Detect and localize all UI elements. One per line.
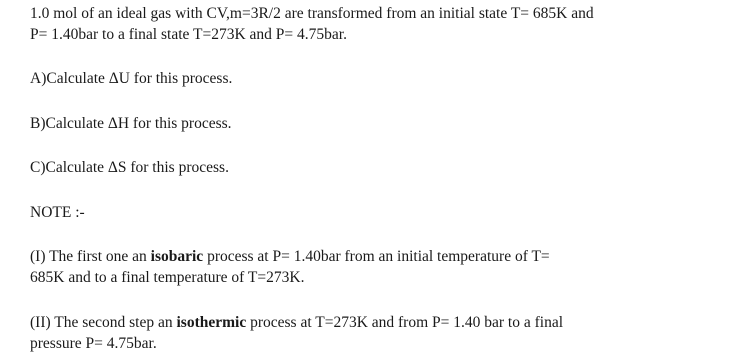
note-step-2-line-2: pressure P= 4.75bar. xyxy=(30,335,157,352)
note-step-1-line-2: 685K and to a final temperature of T=273K. xyxy=(30,269,305,286)
question-b: B)Calculate ΔH for this process. xyxy=(30,115,232,132)
step-1-suffix: process at P= 1.40bar from an initial temperature of T= xyxy=(203,248,550,265)
step-2-suffix: process at T=273K and from P= 1.40 bar to a final xyxy=(246,314,564,331)
problem-line-1: 1.0 mol of an ideal gas with CV,m=3R/2 are transformed from an initial state T= 685K and xyxy=(30,5,594,22)
step-1-keyword: isobaric xyxy=(150,248,204,265)
question-a: A)Calculate ΔU for this process. xyxy=(30,70,233,87)
question-c: C)Calculate ΔS for this process. xyxy=(30,159,229,176)
note-step-1-line-1 xyxy=(30,247,550,267)
note-heading: NOTE :- xyxy=(30,204,85,221)
note-step-2-line-1 xyxy=(30,313,563,333)
step-1-prefix: (I) The first one an xyxy=(30,248,151,265)
problem-line-2: P= 1.40bar to a final state T=273K and P= 4.75bar. xyxy=(30,26,347,43)
step-2-prefix: (II) The second step an xyxy=(30,314,177,331)
step-2-keyword: isothermic xyxy=(176,314,247,331)
